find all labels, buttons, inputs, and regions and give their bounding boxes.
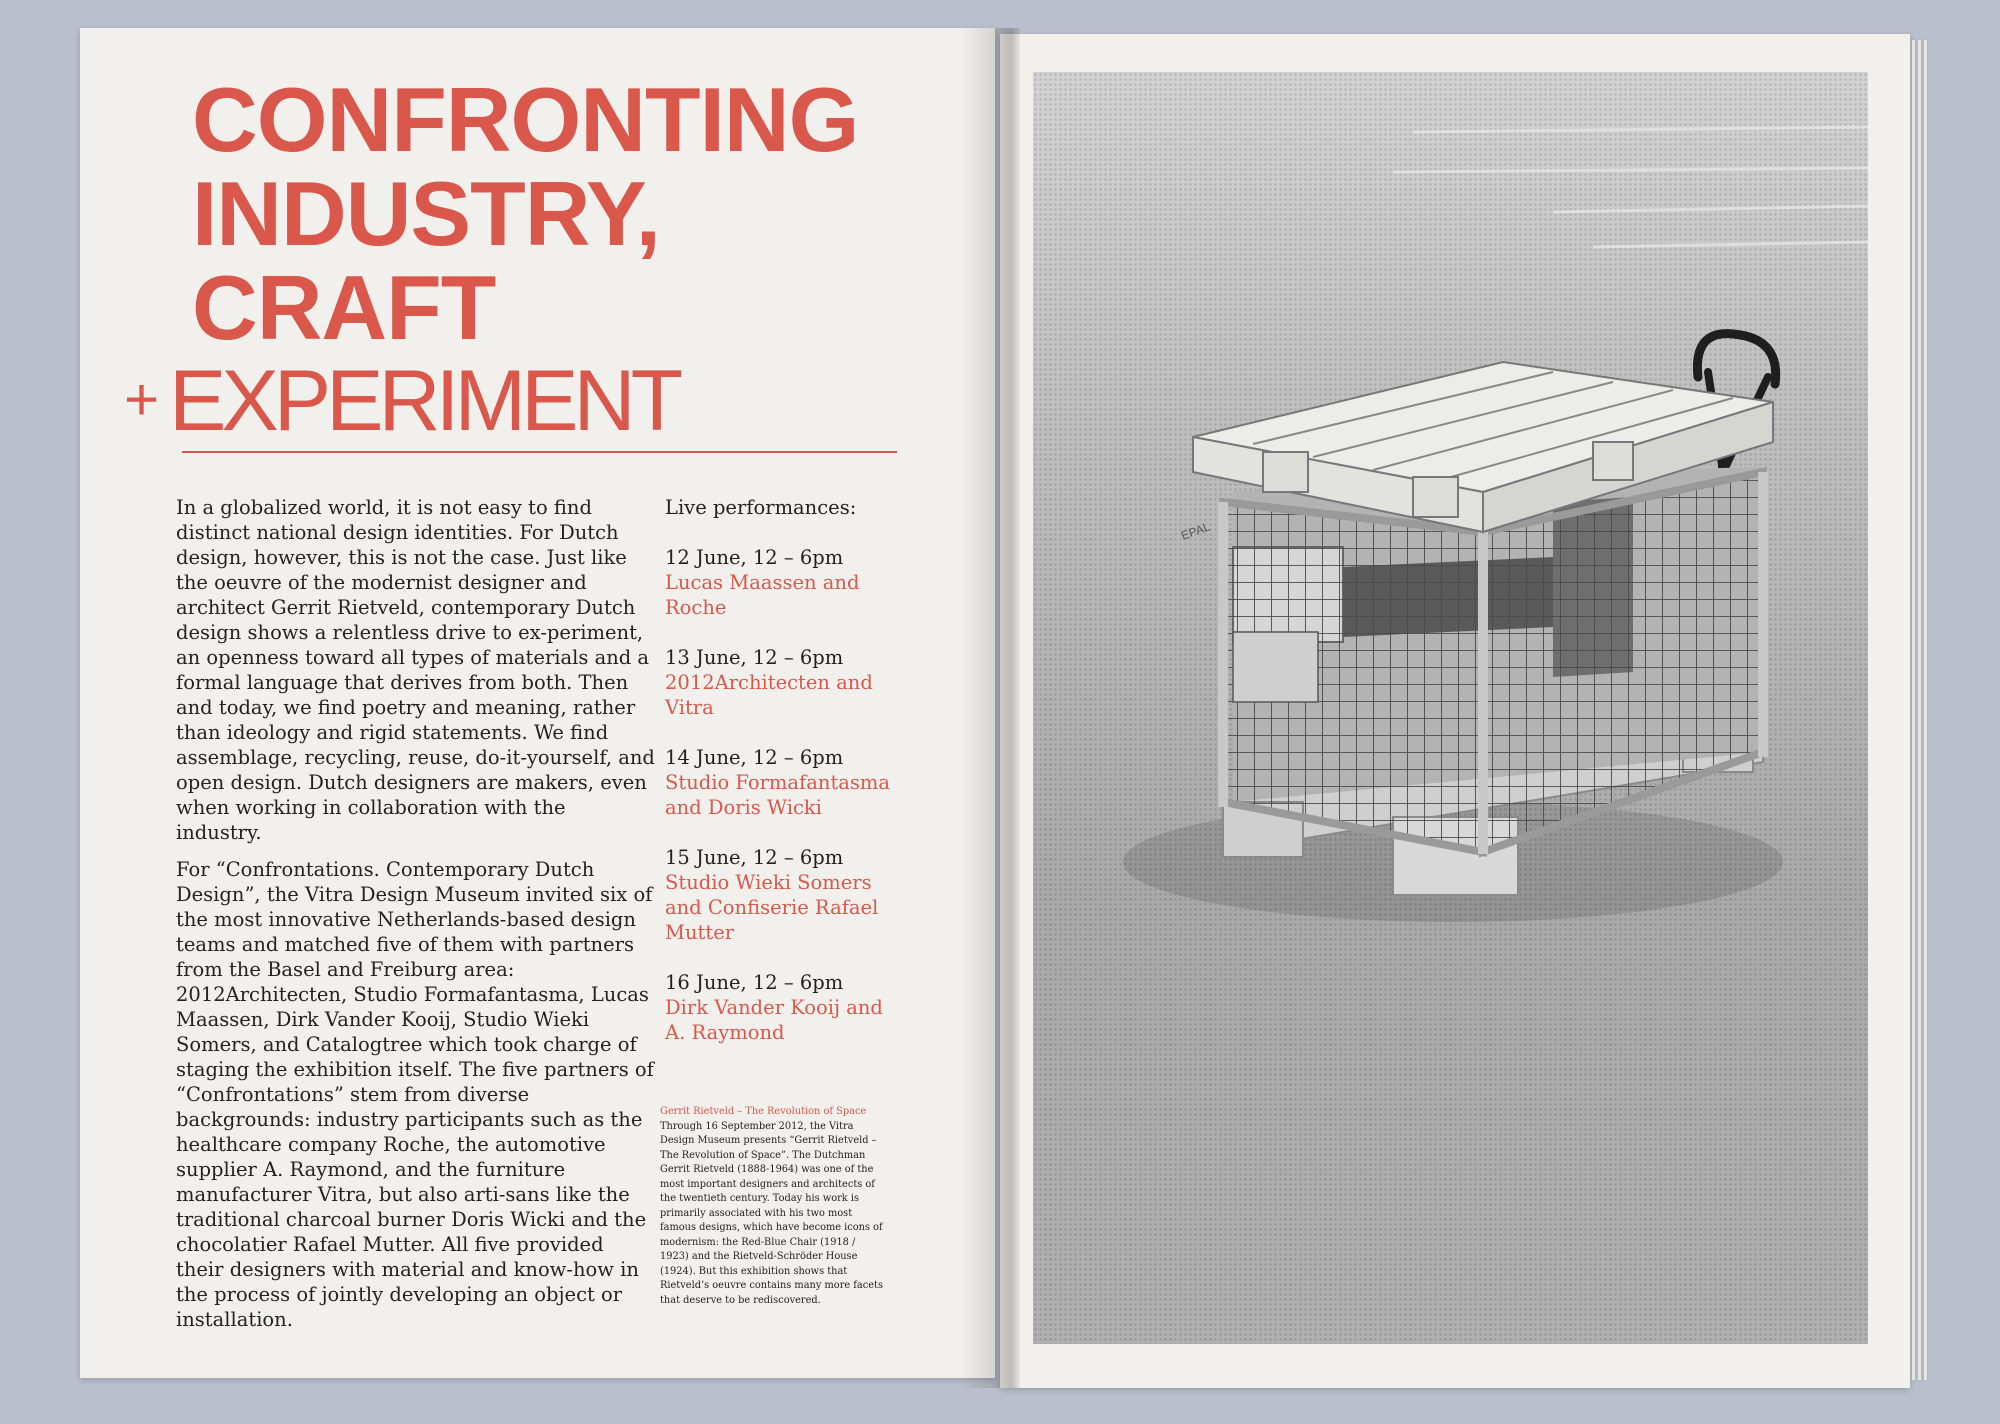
headline-line: CONFRONTING [192,70,859,171]
headline-line: INDUSTRY, [192,164,660,265]
pallet-cage-photo [1033,72,1868,1344]
body-paragraph [176,857,656,1332]
paper-edge [1924,40,1927,1380]
performances-heading: Live performances: [665,496,857,519]
fold-shadow [960,28,1020,1388]
performance-participants: Studio Wieki Somers and Confiserie Rafael Mutter [665,871,879,944]
body-paragraph-text: In a globalized world, it is not easy to find distinct national design identities. For Dutch design, however, this is not the case. Just like the oeuvre of the modernist designer and architect Gerrit Rietveld, contemporary Dutch design shows a relentless drive to ex-periment, an openness toward all types of materials and a formal language that derives from both. Then and today, we find poetry and meaning, rather than ideology and rigid statements. We find assemblage, recycling, reuse, do-it-yourself, and open design. Dutch designers are makers, even when working in collaboration with the industry. [176,496,655,844]
performance-item [665,545,905,620]
performance-date: 14 June, 12 – 6pm [665,746,844,769]
sidebar-title: Gerrit Rietveld – The Revolution of Space [660,1106,867,1117]
plus-sign: + [124,366,160,433]
pallet-cage-illustration [1033,72,1868,1344]
performance-date: 13 June, 12 – 6pm [665,646,844,669]
performances-column [665,495,905,1070]
headline-line: CRAFT [192,258,496,359]
subheadline-text: EXPERIMENT [169,353,679,449]
performance-date: 15 June, 12 – 6pm [665,846,844,869]
performance-participants: 2012Architecten and Vitra [665,671,873,719]
subheadline [124,353,679,455]
performance-participants: Studio Formafantasma and Doris Wicki [665,771,891,819]
performance-participants: Lucas Maassen and Roche [665,571,860,619]
body-paragraph [176,495,656,845]
performance-date: 16 June, 12 – 6pm [665,971,844,994]
performance-item [665,845,905,945]
pallet-stamp: EPAL [1179,519,1213,543]
headline [192,70,859,359]
performance-participants: Dirk Vander Kooij and A. Raymond [665,996,883,1044]
headline-rule [182,451,897,453]
paper-edge [1912,40,1915,1380]
performance-date: 12 June, 12 – 6pm [665,546,844,569]
paper-edge [1918,40,1921,1380]
performance-item [665,645,905,720]
performance-item [665,745,905,820]
sidebar-text: Through 16 September 2012, the Vitra Design Museum presents “Gerrit Rietveld – The Revolution of Space”. The Dutchman Gerrit Rietveld (1888-1964) was one of the most important designers and architects of the twentieth century. Today his work is primarily associated with his two most famous designs, which have become icons of modernism: the Red-Blue Chair (1918 / 1923) and the Rietveld-Schröder House (1924). But this exhibition shows that Rietveld’s oeuvre contains many more facets that deserve to be rediscovered. [660,1120,884,1306]
body-paragraph-text: For “Confrontations. Contemporary Dutch Design”, the Vitra Design Museum invited six of the most innovative Netherlands-based design teams and matched five of them with partners from the Basel and Freiburg area: 2012Architecten, Studio Formafantasma, Lucas Maassen, Dirk Vander Kooij, Studio Wieki Somers, and Catalogtree which took charge of staging the exhibition itself. The five partners of “Confrontations” stem from diverse backgrounds: industry participants such as the healthcare company Roche, the automotive supplier A. Raymond, and the furniture manufacturer Vitra, but also arti-sans like the traditional charcoal burner Doris Wicki and the chocolatier Rafael Mutter. All five provided their designers with material and know-how in the process of jointly developing an object or installation. [176,858,654,1331]
rietveld-sidebar [660,1105,885,1308]
performance-item [665,970,905,1045]
